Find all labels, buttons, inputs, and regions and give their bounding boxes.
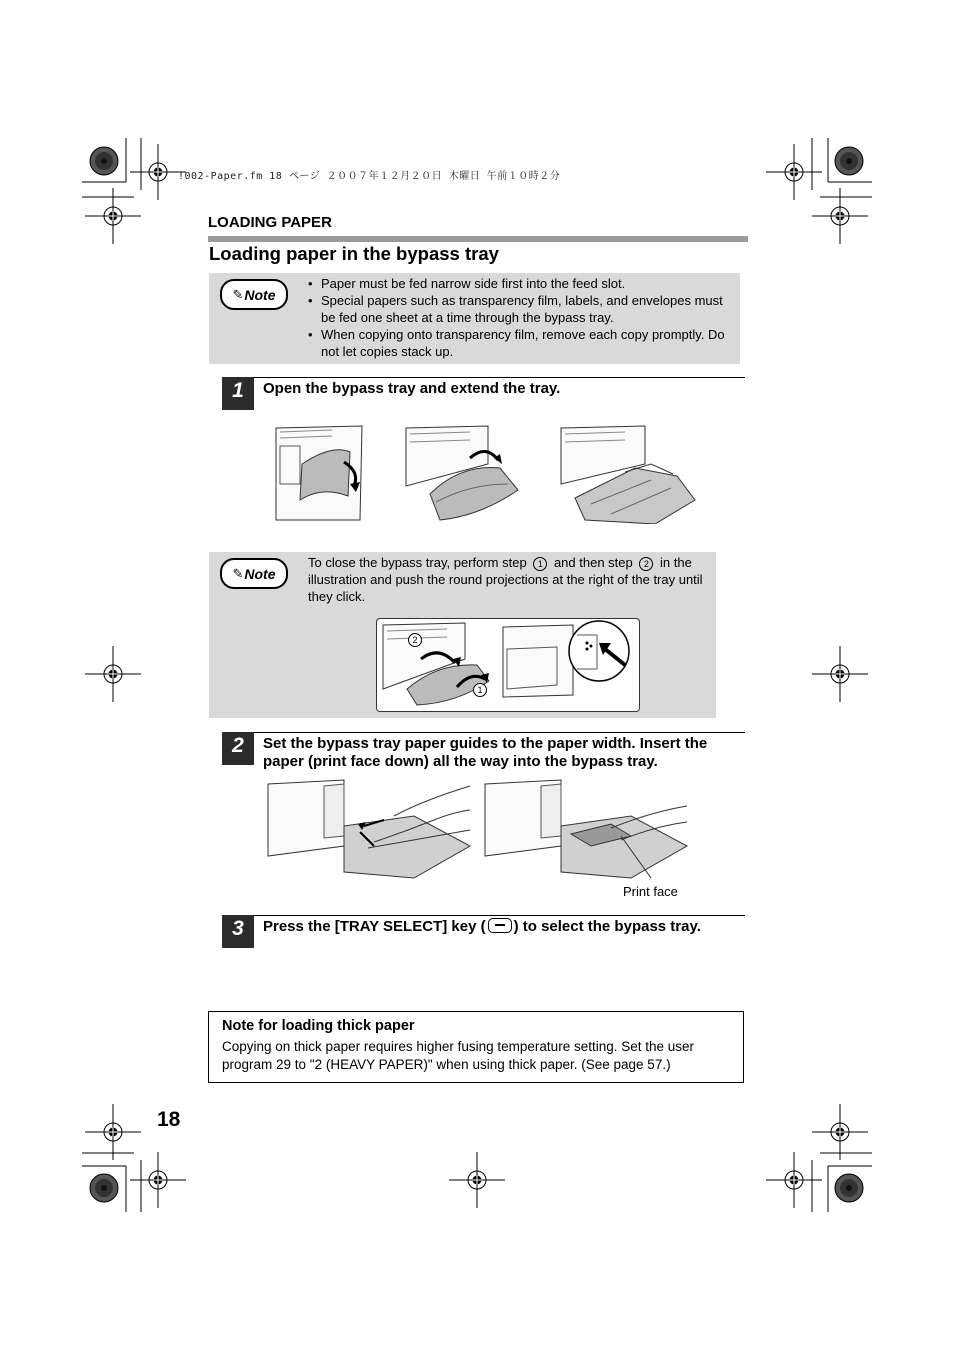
step-circle-2: 2	[639, 557, 653, 571]
note-2-illustration-frame	[376, 618, 640, 712]
section-label: LOADING PAPER	[208, 214, 332, 231]
thick-paper-note-box	[208, 1011, 744, 1083]
step-3-rule	[222, 915, 745, 916]
step-1-illustration-open-tray	[272, 424, 372, 524]
note-badge	[220, 558, 288, 589]
step-2-number: 2	[222, 732, 254, 765]
step-3-text	[263, 918, 745, 936]
step-circle-1: 1	[533, 557, 547, 571]
note-2-text-part2: and then step	[553, 555, 633, 570]
step-2-illustration-guides	[264, 776, 474, 881]
tray-select-key-icon	[488, 918, 512, 933]
note-2-text	[308, 554, 708, 605]
note-badge	[220, 279, 288, 310]
page-heading: Loading paper in the bypass tray	[209, 243, 499, 264]
step-2-text: Set the bypass tray paper guides to the paper width. Insert the paper (print face down) all the way into the bypass tray.	[263, 735, 708, 770]
note-2-text-part1: To close the bypass tray, perform step	[308, 555, 527, 570]
note-list	[308, 275, 728, 360]
pencil-icon: ✎	[232, 565, 244, 581]
note-item: • When copying onto transparency film, remove each copy promptly. Do not let copies stack up.	[308, 326, 728, 360]
pencil-icon: ✎	[232, 286, 244, 302]
note-box-1	[209, 273, 740, 364]
note-item: • Paper must be fed narrow side first into the feed slot.	[308, 275, 728, 292]
print-header: !002-Paper.fm 18 ページ ２００７年１２月２０日 木曜日 午前１０時２分	[178, 171, 561, 182]
step-2-illustration-insert-paper	[481, 776, 691, 881]
note-item: • Special papers such as transparency film, labels, and envelopes must be fed one sheet at a time through the bypass tray.	[308, 292, 728, 326]
step-3-text-after: ) to select the bypass tray.	[513, 918, 701, 935]
step-1-text: Open the bypass tray and extend the tray.	[263, 380, 561, 397]
page-number: 18	[157, 1108, 181, 1131]
note-2-text-part3: in the illustration and push the round projections at the right of the tray until they click.	[308, 555, 703, 604]
step-2-rule	[222, 732, 745, 733]
thick-paper-note-body: Copying on thick paper requires higher fusing temperature setting. Set the user program 29 to "2 (HEAVY PAPER)" when using thick paper. (See page 57.)	[222, 1039, 695, 1072]
print-face-label: Print face	[623, 884, 678, 899]
title-rule	[208, 236, 748, 242]
step-1-number: 1	[222, 377, 254, 410]
illus-label-1: 1	[473, 683, 487, 697]
step-1-illustration-tray-extended	[555, 424, 700, 524]
note-box-2	[209, 552, 716, 718]
step-3-text-before: Press the [TRAY SELECT] key (	[263, 918, 486, 935]
thick-paper-note-title: Note for loading thick paper	[222, 1018, 415, 1034]
note-badge-label: Note	[244, 286, 276, 303]
step-1-rule	[222, 377, 745, 378]
illus-label-2: 2	[408, 633, 422, 647]
step-3-number: 3	[222, 915, 254, 948]
note-badge-label: Note	[244, 565, 276, 582]
step-1-illustration-extend-tray	[400, 424, 525, 524]
